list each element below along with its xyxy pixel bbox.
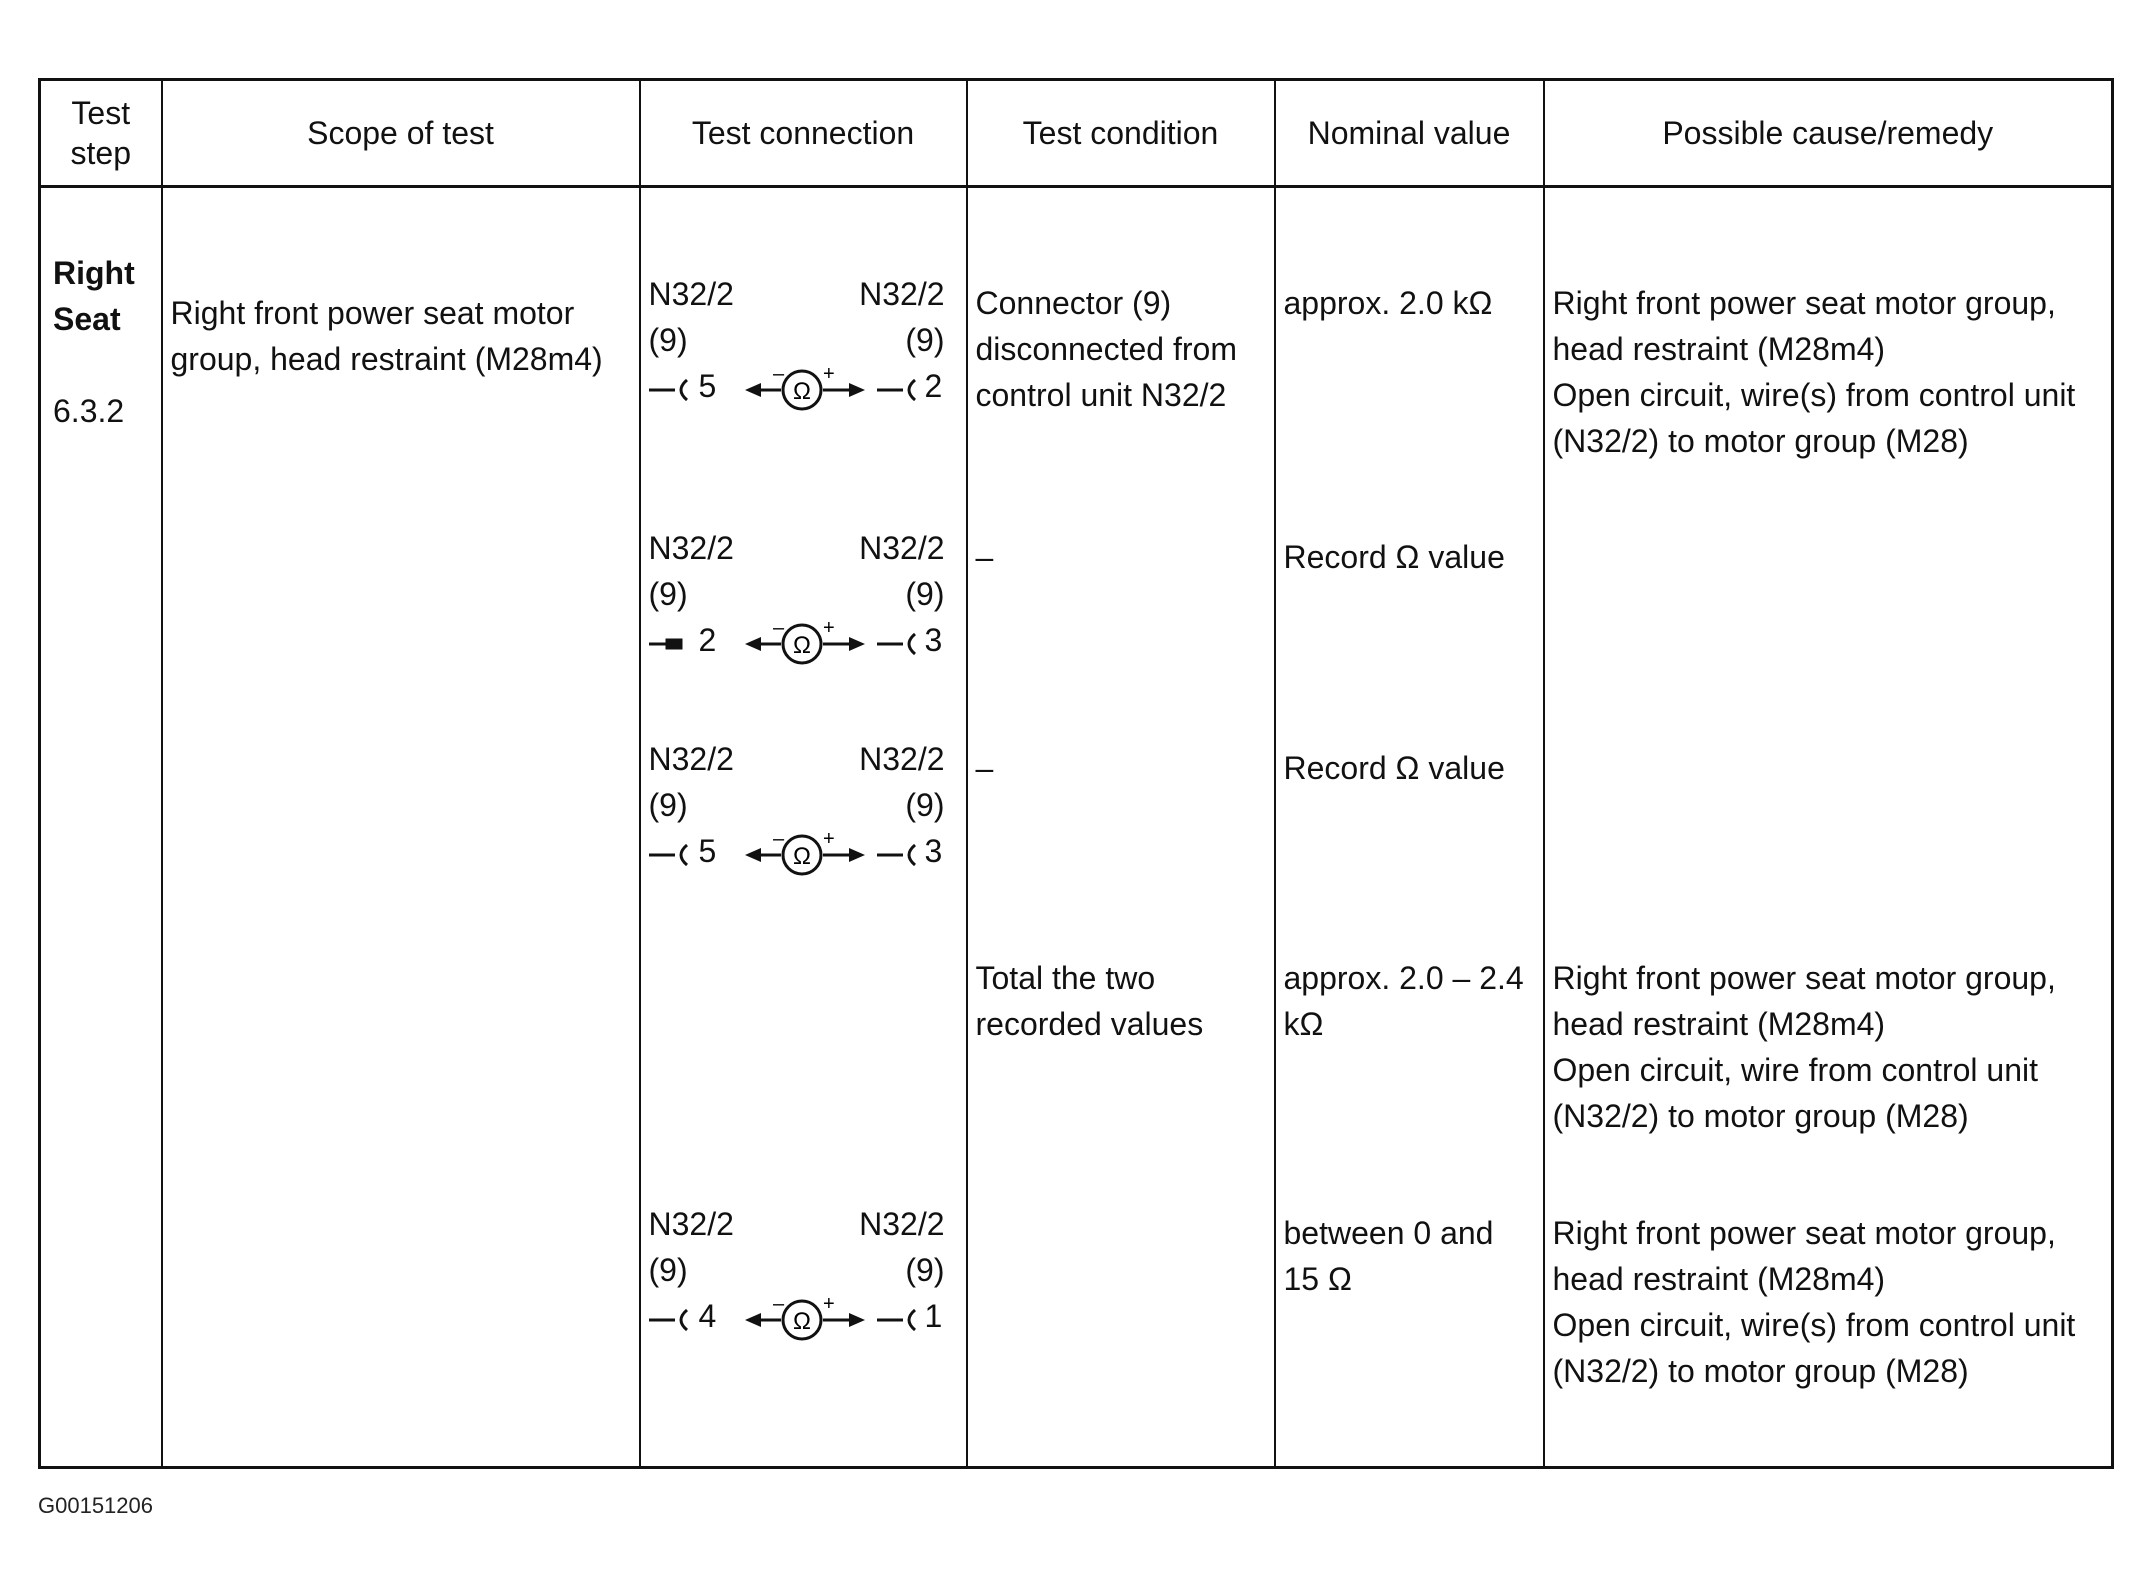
connector-number-left: (9) [648, 322, 688, 358]
test-condition: – [975, 750, 994, 786]
test-connection [641, 276, 967, 426]
svg-text:–: – [772, 366, 784, 385]
connector-number-left: (9) [648, 787, 688, 823]
step-number: 6.3.2 [53, 393, 125, 429]
svg-text:+: + [822, 366, 835, 385]
connection-cell [640, 187, 967, 1468]
nominal-value: approx. 2.0 – 2.4 kΩ [1283, 960, 1524, 1042]
possible-cause: Right front power seat motor group, head restraint (M28m4) Open circuit, wire from control unit (N32/2) to motor group (M28) [1552, 960, 2056, 1134]
pin-left: 5 [698, 368, 717, 404]
header-nominal: Nominal value [1275, 80, 1544, 187]
scope-cell [162, 187, 640, 1468]
nominal-value: approx. 2.0 kΩ [1283, 285, 1493, 321]
nominal-value: Record Ω value [1283, 750, 1505, 786]
possible-cause: Right front power seat motor group, head restraint (M28m4) Open circuit, wire(s) from control unit (N32/2) to motor group (M28) [1552, 285, 2076, 459]
cause-cell [1544, 187, 2113, 1468]
header-cause: Possible cause/remedy [1544, 80, 2113, 187]
pin-right: 3 [924, 622, 943, 658]
header-condition: Test condition [967, 80, 1275, 187]
test-table [38, 78, 2114, 1469]
connector-label-left: N32/2 [648, 530, 734, 566]
pin-left: 2 [698, 622, 717, 658]
test-connection [641, 741, 967, 891]
pin-right: 3 [924, 833, 943, 869]
test-condition: Total the two recorded values [975, 960, 1204, 1042]
figure-code: G00151206 [38, 1493, 153, 1518]
svg-text:+: + [822, 831, 835, 850]
connector-number-left: (9) [648, 576, 688, 612]
connector-label-left: N32/2 [648, 1206, 734, 1242]
group-label: Right Seat [53, 255, 135, 337]
svg-text:Ω: Ω [792, 632, 811, 659]
nominal-value: Record Ω value [1283, 539, 1505, 575]
pin-left: 5 [698, 833, 717, 869]
nominal-value: between 0 and 15 Ω [1283, 1215, 1494, 1297]
condition-cell [967, 187, 1275, 1468]
svg-text:+: + [822, 620, 835, 639]
connector-label-left: N32/2 [648, 276, 734, 312]
svg-text:–: – [772, 831, 784, 850]
ohmmeter-icon [641, 1296, 941, 1356]
connector-number-right: (9) [905, 787, 945, 823]
connector-number-left: (9) [648, 1252, 688, 1288]
ohmmeter-icon [641, 831, 941, 891]
pin-right: 1 [924, 1298, 943, 1334]
pin-right: 2 [924, 368, 943, 404]
ohmmeter-icon [641, 366, 941, 426]
nominal-cell [1275, 187, 1544, 1468]
connector-number-right: (9) [905, 1252, 945, 1288]
svg-text:Ω: Ω [792, 843, 811, 870]
header-connection: Test connection [640, 80, 967, 187]
header-row [40, 80, 2113, 187]
connector-label-left: N32/2 [648, 741, 734, 777]
connector-label-right: N32/2 [859, 530, 945, 566]
possible-cause: Right front power seat motor group, head restraint (M28m4) Open circuit, wire(s) from control unit (N32/2) to motor group (M28) [1552, 1215, 2076, 1389]
body-row [40, 187, 2113, 1468]
header-scope: Scope of test [162, 80, 640, 187]
svg-text:Ω: Ω [792, 378, 811, 405]
connector-label-right: N32/2 [859, 276, 945, 312]
connector-number-right: (9) [905, 322, 945, 358]
ohmmeter-icon [641, 620, 941, 680]
test-condition: – [975, 539, 994, 575]
svg-text:+: + [822, 1296, 835, 1315]
scope-text: Right front power seat motor group, head restraint (M28m4) [170, 295, 603, 377]
test-condition: Connector (9) disconnected from control unit N32/2 [975, 285, 1237, 413]
connector-number-right: (9) [905, 576, 945, 612]
step-cell [40, 187, 162, 1468]
connector-label-right: N32/2 [859, 1206, 945, 1242]
pin-left: 4 [698, 1298, 717, 1334]
svg-text:–: – [772, 1296, 784, 1315]
connector-label-right: N32/2 [859, 741, 945, 777]
test-connection [641, 530, 967, 680]
svg-text:–: – [772, 620, 784, 639]
test-connection [641, 1206, 967, 1356]
header-test-step: Test step [40, 80, 162, 187]
svg-text:Ω: Ω [792, 1308, 811, 1335]
